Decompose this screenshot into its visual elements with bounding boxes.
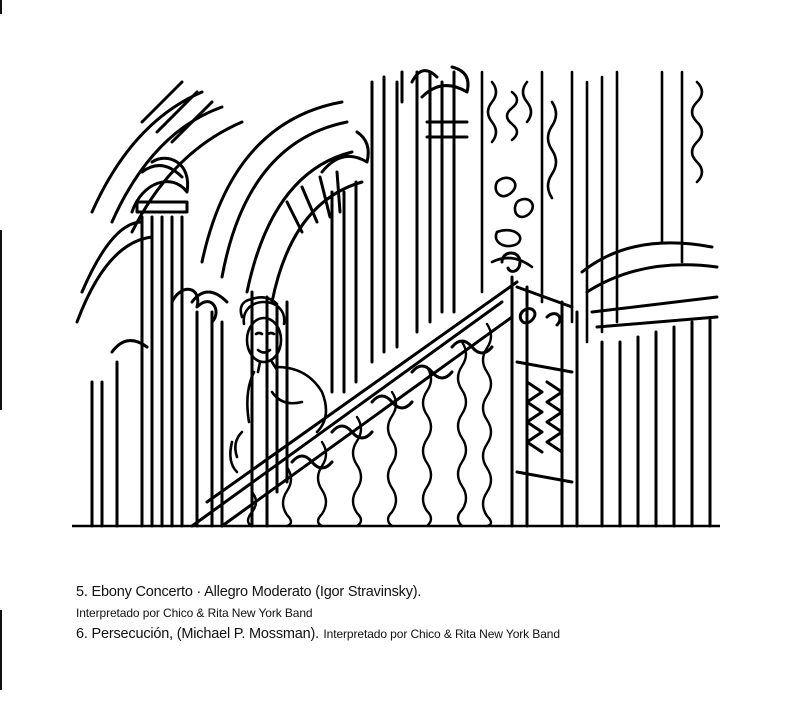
track-6-credit: Interpretado por Chico & Rita New York Band xyxy=(323,627,560,641)
track-5-credit: Interpretado por Chico & Rita New York Band xyxy=(76,606,313,620)
page-edge-mark-top xyxy=(0,0,2,14)
stair-balusters xyxy=(248,324,491,526)
track-6-title: 6. Persecución, (Michael P. Mossman). xyxy=(76,626,319,642)
left-column xyxy=(92,158,188,526)
line-drawing-illustration xyxy=(72,62,720,530)
illustration-svg xyxy=(72,62,720,530)
page-edge-mark-bottom xyxy=(0,610,2,690)
track-6-line xyxy=(76,626,560,642)
track-5-title: 5. Ebony Concerto · Allegro Moderato (Igor Stravinsky). xyxy=(76,584,422,600)
page-edge-mark-mid xyxy=(0,230,2,410)
